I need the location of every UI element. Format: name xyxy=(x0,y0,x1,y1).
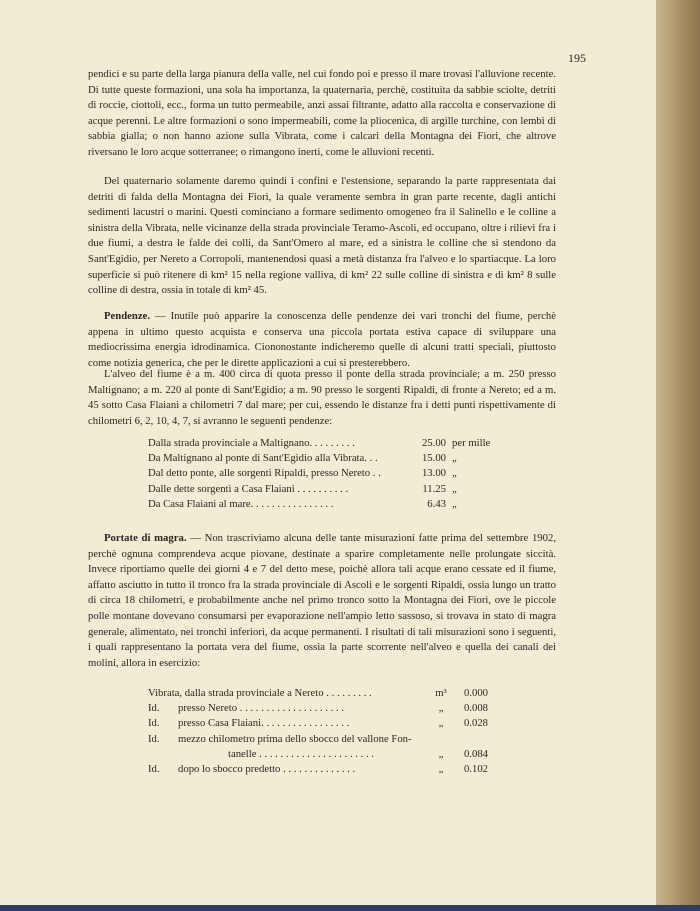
paragraph-portate xyxy=(88,531,556,671)
paragraph-2: Del quaternario solamente daremo quindi i confini e l'estensione, separando la parte rappresentata dai detriti di falda della Montagna dei Fiori, la quale veramente sembra in gran parte recente, dagli antichi sedimenti lacustri o marini. Questi cominciano a formare sedimento omogeneo fra il Salinello e le colline a sinistra della Vibrata, nelle vicinanze della strada provinciale Teramo-Ascoli, ed occupano, oltre i rilievi fra i due fiumi, a destra le falde dei colli, da Sant'Omero al mare, ed a sinistra le colline che si stendono da Sant'Egidio, per Nereto a Corropoli, mantenendosi quasi a metà distanza fra l'alveo e lo spartiacque. La loro superficie si può ritenere di km² 15 nella regione valliva, di km² 22 sulle colline di sinistra e di km² 8 sulle colline di destra, ossia in totale di km² 45. xyxy=(88,175,556,297)
paragraph-portate-text: — Non trascriviamo alcuna delle tante misurazioni fatte prima del settembre 1902, perchè ognuna comprendeva acque piovane, destinate a sparire completamente nelle prolungate siccità. Invece riportiamo quelle dei giorni 4 e 7 del detto mese, poichè allora tali acque erano cessate ed il fiume, affatto asciutto in tutto il tronco fra la strada provinciale di Ascoli e le sorgenti Ripaldi, ossia lungo un tratto di circa 18 chilometri, e probabilmente anche nel primo tronco sotto la Montagna dei Fiori, ove le piccole polle montane dovevano consumarsi per evaporazione nell'ampio letto sassoso, si trovava in stato di magra generale, alimentato, nei tronchi inferiori, da acque permanenti. I risultati di tali misurazioni sono i seguenti, i quali rappresentano la portata vera del fiume, ossia la parte scorrente nell'alveo e quella dei canali dei molini, allora in esercizio: xyxy=(88,532,556,669)
table-row: Da Maltignano al ponte di Sant'Egidio alla Vibrata. . . 15.00 „ xyxy=(148,452,457,465)
flows-table xyxy=(148,686,488,777)
page-number: 195 xyxy=(568,51,586,65)
slopes-table xyxy=(148,436,498,512)
table-row: Id. dopo lo sbocco predetto . . . . . . . . . . . . . . „ 0.102 xyxy=(148,763,488,776)
table-row: Dalle dette sorgenti a Casa Flaiani . . . . . . . . . . 11.25 „ xyxy=(148,482,457,495)
page-edge xyxy=(656,0,700,911)
table-row: Id. mezzo chilometro prima dello sbocco del vallone Fon- xyxy=(148,732,412,745)
table-row: Dal detto ponte, alle sorgenti Ripaldi, presso Nereto . . 13.00 „ xyxy=(148,467,457,480)
paragraph-pendenze-text: — Inutile può apparire la conoscenza delle pendenze dei vari tronchi del fiume, perchè appena in ultimo questo acquista e conserva una piccola portata estiva capace di sviluppare una mediocrissima energia idrodinamica. Ciononostante indicheremo quelle di alcuni tratti speciali, piuttosto come notizia generica, che per le dirette applicazioni a cui si presterebbero. xyxy=(88,310,556,369)
bottom-strip xyxy=(0,905,700,911)
section-heading-portate: Portate di magra. xyxy=(104,532,187,544)
paragraph-4: L'alveo del fiume è a m. 400 circa di quota presso il ponte della strada provinciale; a m. 250 presso Maltignano; a m. 220 al ponte di Sant'Egidio; a m. 90 presso le sorgenti Ripaldi, di fronte a Nereto; ed a m. 45 sotto Casa Flaiani a chilometri 7 dal mare; per cui, essendo le distanze fra i detti punti rispettivamente di chilometri 6, 2, 10, 4, 7, si avranno le seguenti pendenze: xyxy=(88,368,556,427)
table-row: Id. presso Casa Flaiani. . . . . . . . . . . . . . . . . „ 0.028 xyxy=(148,717,488,730)
paragraph-pendenze xyxy=(88,309,556,371)
table-row: Id. presso Nereto . . . . . . . . . . . . . . . . . . . . „ 0.008 xyxy=(148,702,488,715)
table-row: Dalla strada provinciale a Maltignano. . . . . . . . . 25.00 per mille xyxy=(148,437,491,449)
table-row: Da Casa Flaiani al mare. . . . . . . . . . . . . . . . 6.43 „ xyxy=(148,497,457,510)
section-heading-pendenze: Pendenze. xyxy=(104,310,151,322)
paragraph-1: pendici e su parte della larga pianura della valle, nel cui fondo poi e presso il mare trovasi l'alluvione recente. Di tutte queste formazioni, una sola ha importanza, la quaternaria, perchè, costituita da sabbie sciolte, detriti di roccie, ciottoli, ecc., forma un tutto permeabile, anzi assai filtrante, adatto alla raccolta e conservazione di acque perenni. Le altre formazioni o sono impermeabili, come la pliocenica, di argille turchine, con lembi di sabbia gialla; o non hanno azione sulla Vibrata, come i calcari della Montagna dei Fiori, che altrove riversano le loro acque sotterranee; o rimangono inerti, come le alluvioni recenti. xyxy=(88,68,556,158)
table-row: Vibrata, dalla strada provinciale a Nereto . . . . . . . . . m³ 0.000 xyxy=(148,687,488,699)
table-row: tanelle . . . . . . . . . . . . . . . . . . . . . . „ 0.084 xyxy=(228,747,488,760)
